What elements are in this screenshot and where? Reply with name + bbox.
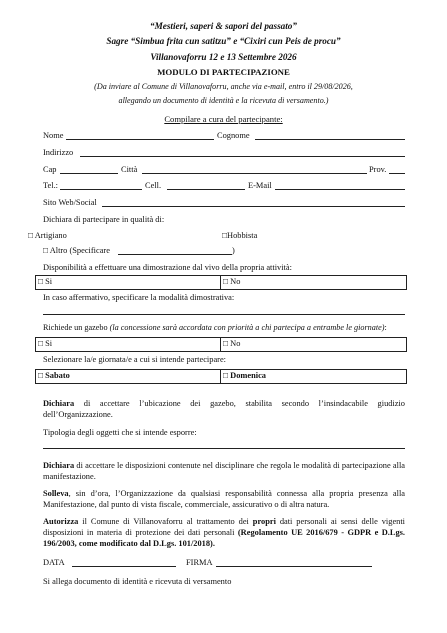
giornata-sabato[interactable]: □ Sabato (38, 371, 70, 380)
label-citta: Città (121, 165, 138, 174)
citta-field[interactable] (142, 173, 367, 174)
cognome-field[interactable] (255, 139, 405, 140)
instructions-line-1: (Da inviare al Comune di Villanovaforru, anche via e-mail, entro il 29/08/2026, (94, 82, 353, 91)
header-line-1: “Mestieri, saperi & sapori del passato” (149, 21, 297, 31)
checkbox-altro[interactable]: □ Altro (Specificare (43, 246, 110, 255)
giornata-table (35, 369, 407, 384)
email-field[interactable] (275, 189, 405, 190)
label-sito: Sito Web/Social (43, 198, 97, 207)
label-cell: Cell. (145, 181, 162, 190)
gazebo-si[interactable]: □ Si (38, 339, 53, 348)
modalita-prompt: In caso affermativo, specificare la modalità dimostrativa: (43, 293, 235, 302)
data-field[interactable] (72, 566, 176, 567)
dichiarazione-solleva: Solleva, sin d’ora, l’Organizzazione da qualsiasi responsabilità connessa alla propria presenza alla Manifestazione, dal punto di vista fiscale, commerciale, assicurativo o di altra natura. (43, 489, 405, 510)
dichiarazione-disciplinare: Dichiara di accettare le disposizioni contenute nel disciplinare che regola le modalità di partecipazione alla manifestazione. (43, 461, 406, 482)
indirizzo-field[interactable] (80, 156, 405, 157)
label-data: DATA (43, 558, 65, 567)
checkbox-artigiano[interactable]: □ Artigiano (28, 231, 67, 240)
section-heading: Compilare a cura del partecipante: (164, 114, 283, 124)
gazebo-prompt: Richiede un gazebo (la concessione sarà accordata con priorità a chi partecipa a entrambe le giornate): (43, 323, 387, 332)
label-nome: Nome (43, 131, 64, 140)
tel-field[interactable] (60, 189, 142, 190)
cap-field[interactable] (60, 173, 118, 174)
dimostrazione-table (35, 275, 407, 290)
gazebo-note: (la concessione sarà accordata con priorità a chi partecipa a entrambe le giornate) (109, 323, 385, 332)
cell-field[interactable] (167, 189, 245, 190)
qualita-prompt: Dichiara di partecipare in qualità di: (43, 215, 165, 224)
nome-field[interactable] (66, 139, 214, 140)
label-prov: Prov. (369, 165, 387, 174)
altro-field[interactable] (118, 254, 232, 255)
modalita-field[interactable] (43, 314, 405, 315)
altro-close: ) (232, 246, 235, 255)
tipologia-prompt: Tipologia degli oggetti che si intende esporre: (43, 428, 197, 437)
dimostrazione-si[interactable]: □ Si (38, 277, 53, 286)
prov-field[interactable] (389, 173, 405, 174)
tipologia-field[interactable] (43, 448, 405, 449)
header-line-3: Villanovaforru 12 e 13 Settembre 2026 (150, 52, 297, 62)
gazebo-no[interactable]: □ No (223, 339, 241, 348)
label-tel: Tel.: (43, 181, 58, 190)
dichiarazione-ubicazione: Dichiara di accettare l’ubicazione dei gazebo, stabilita secondo l’insindacabile giudizio dell’Organizzazione. (43, 399, 405, 420)
instructions-line-2: allegando un documento di identità e la ricevuta di versamento.) (118, 96, 329, 105)
label-firma: FIRMA (186, 558, 213, 567)
giornata-domenica[interactable]: □ Domenica (223, 371, 266, 380)
checkbox-hobbista[interactable]: □Hobbista (222, 231, 258, 240)
footer-allegati: Si allega documento di identità e ricevuta di versamento (43, 577, 232, 586)
header-line-2: Sagre “Simbua frita cun satitzu” e “Cixiri cun Peis de procu” (106, 36, 341, 46)
autorizzazione-privacy: Autorizza il Comune di Villanovaforru al trattamento dei propri dati personali ai sensi delle vigenti disposizioni in materia di protezione dei dati personali (Regolamento UE 2016/679 - GDPR e D.Lgs. 196/2003, come modificato dal D.Lgs. 101/2018). (43, 517, 406, 549)
giornata-prompt: Selezionare la/e giornata/e a cui si intende partecipare: (43, 355, 226, 364)
form-title: MODULO DI PARTECIPAZIONE (157, 67, 290, 77)
label-cap: Cap (43, 165, 57, 174)
table-divider (220, 369, 221, 383)
sito-field[interactable] (102, 206, 405, 207)
table-divider (220, 275, 221, 289)
label-indirizzo: Indirizzo (43, 148, 74, 157)
dimostrazione-no[interactable]: □ No (223, 277, 241, 286)
label-email: E-Mail (248, 181, 272, 190)
label-cognome: Cognome (217, 131, 250, 140)
table-divider (220, 337, 221, 351)
dimostrazione-prompt: Disponibilità a effettuare una dimostrazione dal vivo della propria attività: (43, 263, 292, 272)
firma-field[interactable] (216, 566, 372, 567)
gazebo-table (35, 337, 407, 352)
